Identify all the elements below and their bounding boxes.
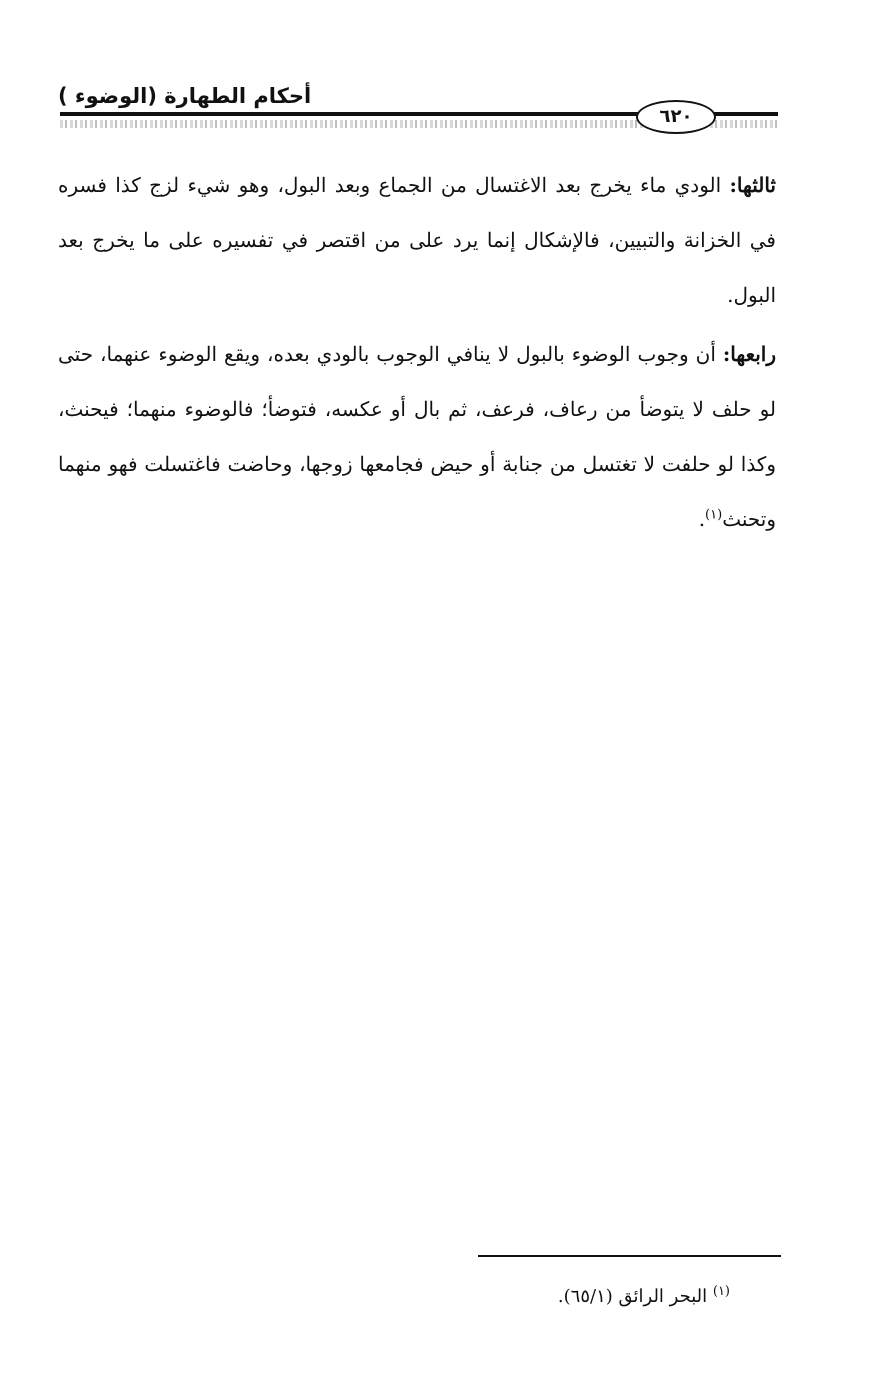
paragraph-text: أن وجوب الوضوء بالبول لا ينافي الوجوب بالودي بعده، ويقع الوضوء عنهما، حتى لو حلف لا يتوضأ من رعاف، فرعف، ثم بال أو عكسه، فتوضأ؛ فالوضوء منهما؛ فيحنث، وكذا لو حلفت لا تغتسل من جنابة أو حيض فجامعها زوجها، وحاضت فاغتسلت فهو منهما وتحنث bbox=[58, 342, 776, 531]
footnote bbox=[400, 1282, 730, 1312]
main-text bbox=[58, 158, 776, 551]
page-number: ٦٢٠ bbox=[659, 106, 693, 127]
paragraph-lead: ثالثها: bbox=[729, 173, 776, 197]
paragraph-lead: رابعها: bbox=[722, 342, 776, 366]
page-number-badge bbox=[636, 100, 716, 134]
footnote-reference[interactable]: (١) bbox=[705, 507, 723, 523]
footnote-marker: (١) bbox=[712, 1284, 730, 1299]
paragraph bbox=[58, 158, 776, 323]
footnote-separator bbox=[478, 1255, 781, 1257]
paragraph bbox=[58, 327, 776, 547]
paragraph-end: . bbox=[698, 507, 706, 531]
running-header-title: أحكام الطهارة (الوضوء ) bbox=[58, 84, 312, 108]
footnote-text: البحر الرائق (٦٥/١). bbox=[557, 1286, 713, 1307]
paragraph-text: الودي ماء يخرج بعد الاغتسال من الجماع وبعد البول، وهو شيء لزج كذا فسره في الخزانة والتبيين، فالإشكال إنما يرد على من اقتصر في تفسيره على ما يخرج بعد البول. bbox=[58, 173, 776, 307]
